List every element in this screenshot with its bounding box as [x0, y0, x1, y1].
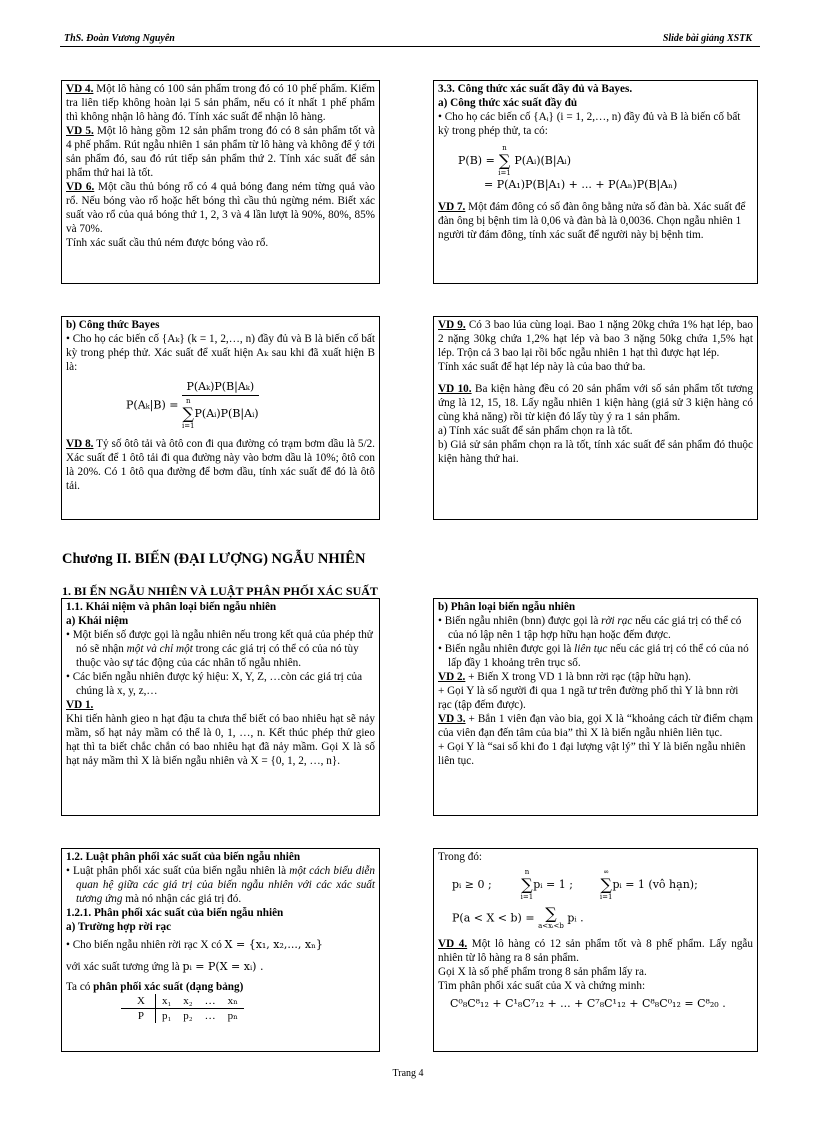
- where-interval: P(a < X < b) = ∑ a<xᵢ<b pᵢ .: [452, 904, 584, 930]
- law-line2: với xác suất tương ứng là: [66, 961, 180, 973]
- concept-bullet2: • Các biến ngẫu nhiên được ký hiệu: X, Y, Z, …còn các giá trị của chúng là x, y, z,…: [66, 671, 363, 697]
- law-line3: Ta có: [66, 981, 94, 993]
- header-author: ThS. Đoàn Vương Nguyên: [64, 33, 175, 44]
- concept-title: 1.1. Khái niệm và phân loại biến ngẫu nhiên: [66, 601, 277, 613]
- vd3-text2: + Gọi Y là “sai số khi đo 1 đại lượng vật lý” thì Y là biến ngẫu nhiên liên tục.: [438, 741, 746, 767]
- vd9-question: Tính xác suất để hạt lép này là của bao thứ ba.: [438, 361, 646, 373]
- bayes-denominator: P(Aᵢ)P(B|Aᵢ): [194, 407, 259, 420]
- table-cell: P: [121, 1009, 155, 1024]
- vd2-text: + Biến X trong VD 1 là bnn rời rạc (tập hữu hạn).: [465, 671, 691, 683]
- subsection-title: a) Công thức xác suất đầy đủ: [438, 97, 578, 109]
- where-conditions: pᵢ ≥ 0 ; n ∑ i=1 pᵢ = 1 ; ∞ ∑ i=1 pᵢ = 1 (vô hạn);: [452, 868, 698, 901]
- distribution-table: [121, 994, 244, 1023]
- vd9-text: Có 3 bao lúa cùng loại. Bao 1 nặng 20kg chứa 1% hạt lép, bao 2 nặng 30kg chứa 1,2% hạt lép và bao 3 nặng 50kg chứa 1,5% hạt lép. Trộn cả 3 bao lại rồi bốc ngẫu nhiên 1 hạt thì được hạt lép.: [438, 319, 753, 359]
- classify-bullet2-end: nếu các giá trị có thể có của nó lấp đầy 1 khoảng trên trục số.: [448, 643, 749, 669]
- bayes-numerator: P(Aₖ)P(B|Aₖ): [182, 380, 259, 396]
- concept-bullet1: • Một biến số được gọi là ngẫu nhiên nếu trong kết quả của phép thử nó sẽ nhận: [66, 629, 373, 655]
- table-cell: p₁: [161, 1010, 172, 1022]
- box-total-probability: [433, 80, 758, 284]
- header-divider: [60, 46, 760, 47]
- vd7-text: Một đám đông có số đàn ông bằng nửa số đàn bà. Xác suất để đàn ông bị bệnh tim là 0,06 và đàn bà là 0,0036. Chọn ngẫu nhiên 1 người từ đám đông, tính xác suất để người này bị bệnh tim.: [438, 201, 746, 241]
- combination-identity: C⁰₈C⁸₁₂ + C¹₈C⁷₁₂ + ... + C⁷₈C¹₁₂ + C⁸₈C⁰₁₂ = C⁸₂₀ .: [450, 997, 726, 1010]
- where-title: Trong đó:: [438, 851, 483, 863]
- vd4b-text: Một lô hàng có 12 sản phẩm tốt và 8 phế phẩm. Lấy ngẫu nhiên từ lô hàng ra 8 sản phẩm.: [438, 938, 753, 964]
- bayes-fraction: P(Aₖ)P(B|Aₖ) n ∑ i=1 P(Aᵢ)P(B|Aᵢ): [181, 380, 259, 430]
- box-classify: [433, 598, 758, 816]
- concept-bullet1-italic: một và chỉ một: [126, 643, 193, 655]
- vd1-text: Khi tiến hành gieo n hạt đậu ta chưa thể biết có bao nhiêu hạt sẽ nảy mầm, số hạt nảy mầm có thể là 0, 1, …, n. Kết thúc phép thử gieo hạt thì ta biết chắc chắn có bao nhiêu hạt đã nảy mầm. Gọi X là số hạt nảy mầm thì X là biến ngẫu nhiên và X = {0, 1, 2, …, n}.: [66, 713, 375, 767]
- vd10-part-a: a) Tính xác suất để sản phẩm chọn ra là tốt.: [438, 425, 633, 437]
- law-bullet: • Luật phân phối xác suất của biến ngẫu nhiên là: [66, 865, 290, 877]
- box-examples-9-10: [433, 316, 758, 520]
- table-cell: xₙ: [222, 994, 244, 1009]
- table-cell: pₙ: [227, 1010, 238, 1022]
- condition-sum-finite: pᵢ = 1 ;: [533, 878, 573, 891]
- formula-term: P(Aᵢ)(B|Aᵢ): [514, 154, 572, 167]
- bayes-title: b) Công thức Bayes: [66, 319, 160, 331]
- vd1-label: VD 1.: [66, 699, 94, 711]
- section-title: 3.3. Công thức xác suất đầy đủ và Bayes.: [438, 83, 633, 95]
- vd5-label: VD 5.: [66, 125, 94, 137]
- classify-bullet2: • Biến ngẫu nhiên được gọi là: [438, 643, 575, 655]
- vd2-text2: + Gọi Y là số người đi qua 1 ngã tư trên đường phố thì Y là bnn rời rạc (tập đếm được).: [438, 685, 739, 711]
- law-title: 1.2. Luật phân phối xác suất của biến ngẫu nhiên: [66, 851, 301, 863]
- law-bullet-italic: một cách biểu diễn quan hệ giữa các giá trị của biến ngẫu nhiên với các xác suất tương ứng: [76, 865, 375, 905]
- bayes-formula: [126, 380, 375, 431]
- box-examples-4-6: [61, 80, 380, 284]
- box-bayes: [61, 316, 380, 520]
- classify-bullet1-italic: rời rạc: [601, 615, 633, 627]
- vd4b-label: VD 4.: [438, 938, 468, 950]
- formula-expansion: = P(A₁)P(B|A₁) + ... + P(Aₙ)P(B|Aₙ): [484, 178, 678, 191]
- law-sub1: 1.2.1. Phân phối xác suất của biến ngẫu nhiên: [66, 907, 284, 919]
- box-distribution-law: [61, 848, 380, 1052]
- vd4-label: VD 4.: [66, 83, 94, 95]
- vd6-question: Tính xác suất cầu thủ ném được bóng vào rổ.: [66, 237, 269, 249]
- classify-title: b) Phân loại biến ngẫu nhiên: [438, 601, 576, 613]
- vd10-text: Ba kiện hàng đều có 20 sản phẩm với số sản phẩm tốt tương ứng là 12, 15, 18. Lấy ngẫu nhiên 1 kiện hàng (giả sử 3 kiện hàng có cùng khả năng) rồi từ kiện đó lấy tùy ý ra 1 sản phẩm.: [438, 383, 753, 423]
- table-cell: X: [121, 994, 155, 1009]
- vd4b-line3: Tìm phân phối xác suất của X và chứng minh:: [438, 980, 646, 992]
- vd3-label: VD 3.: [438, 713, 466, 725]
- vd5-text: Một lô hàng gồm 12 sản phẩm trong đó có 8 sản phẩm tốt và 4 phế phẩm. Rút ngẫu nhiên 1 sản phẩm từ lô hàng và không để ý tới sản phẩm đó, sau đó rút tiếp sản phẩm thứ 2. Tính xác suất để sản phẩm thứ hai là tốt.: [66, 125, 375, 179]
- law-prob: pᵢ = P(X = xᵢ) .: [182, 960, 264, 973]
- law-bullet-end: mà nó nhận các giá trị đó.: [122, 893, 242, 905]
- section-heading: 1. BI ẾN NGẪU NHIÊN VÀ LUẬT PHÂN PHỐI XÁC SUẤT: [62, 584, 378, 598]
- table-row: [121, 994, 244, 1009]
- bayes-lhs: P(Aₖ|B) =: [126, 398, 179, 412]
- classify-bullet2-italic: liên tục: [574, 643, 608, 655]
- table-row: [121, 1009, 244, 1024]
- vd2-label: VD 2.: [438, 671, 466, 683]
- law-set: X = {x₁, x₂,..., xₙ}: [224, 938, 323, 951]
- chapter-title: Chương II. BIẾN (ĐẠI LƯỢNG) NGẪU NHIÊN: [62, 551, 366, 567]
- law-line3-bold: phân phối xác suất (dạng bảng): [93, 981, 244, 993]
- vd6-label: VD 6.: [66, 181, 95, 193]
- vd8-text: Tỷ số ôtô tải và ôtô con đi qua đường có trạm bơm dầu là 5/2. Xác suất để 1 ôtô tải đi qua đường này vào bơm dầu là 10%; ôtô con là 20%. Có 1 ôtô qua đường để bơm dầu, tính xác suất để đó là ôtô tải.: [66, 438, 375, 492]
- law-line1: • Cho biến ngẫu nhiên rời rạc X có: [66, 939, 222, 951]
- box-where: [433, 848, 758, 1052]
- concept-sub: a) Khái niệm: [66, 615, 129, 627]
- total-prob-formula: [458, 144, 753, 192]
- concept-bullet1-end: trong các giá trị có thể có của nó tùy thuộc vào sự tác động của các nhân tố ngẫu nhiên.: [76, 643, 359, 669]
- vd8-label: VD 8.: [66, 438, 94, 450]
- bayes-text: • Cho họ các biến cố {Aₖ} (k = 1, 2,…, n) đầy đủ và B là biến cố bất kỳ trong phép thử. Xác suất để xuất hiện Aₖ sau khi đã xuất hiện B là:: [66, 333, 375, 373]
- table-cell: …: [204, 1010, 216, 1022]
- formula-lhs: P(B) =: [458, 154, 495, 167]
- law-sub2: a) Trường hợp rời rạc: [66, 921, 172, 933]
- interval-rhs: pᵢ .: [567, 911, 584, 925]
- vd6-text: Một cầu thủ bóng rổ có 4 quả bóng đang ném từng quả vào rổ. Nếu bóng vào rổ hoặc hết bóng thì cầu thủ ngừng ném. Biết xác suất vào rổ của quả bóng thứ 1, 2, 3 và 4 lần lượt là 90%, 80%, 85% và 70%.: [66, 181, 375, 235]
- condition-sum-infinite: pᵢ = 1 (vô hạn);: [612, 878, 698, 891]
- total-prob-text: • Cho họ các biến cố {Aᵢ} (i = 1, 2,…, n) đầy đủ và B là biến cố bất kỳ trong phép thử, ta có:: [438, 111, 741, 137]
- vd9-label: VD 9.: [438, 319, 466, 331]
- vd3-text: + Bắn 1 viên đạn vào bia, gọi X là “khoảng cách từ điểm chạm của viên đạn đến tâm của bia” thì X là biến ngẫu nhiên liên tục.: [438, 713, 753, 739]
- vd4b-line2: Gọi X là số phế phẩm trong 8 sản phẩm lấy ra.: [438, 966, 647, 978]
- sum-symbol: n ∑ i=1: [498, 144, 511, 177]
- box-concept: [61, 598, 380, 816]
- table-cell: …: [199, 994, 222, 1009]
- table-cell: p₂: [183, 1010, 193, 1022]
- classify-bullet1-end: nếu các giá trị có thể có của nó lập nên 1 tập hợp hữu hạn hoặc đếm được.: [448, 615, 742, 641]
- condition-nonneg: pᵢ ≥ 0 ;: [452, 878, 492, 891]
- vd7-label: VD 7.: [438, 201, 466, 213]
- table-cell: x₁: [155, 994, 177, 1009]
- page-number: Trang 4: [392, 1068, 424, 1079]
- vd4-text: Một lô hàng có 100 sản phẩm trong đó có 10 phế phẩm. Kiểm tra liên tiếp không hoàn lại 5 sản phẩm, nếu có ít nhất 1 phế phẩm thì không nhận lô hàng đó. Tính xác suất để nhận lô hàng.: [66, 83, 375, 123]
- header-title: Slide bài giảng XSTK: [662, 33, 752, 44]
- interval-lhs: P(a < X < b) =: [452, 911, 535, 925]
- classify-bullet1: • Biến ngẫu nhiên (bnn) được gọi là: [438, 615, 602, 627]
- vd10-part-b: b) Giả sử sản phẩm chọn ra là tốt, tính xác suất để sản phẩm đó thuộc kiện hàng thứ hai.: [438, 439, 753, 465]
- vd10-label: VD 10.: [438, 383, 472, 395]
- table-cell: x₂: [177, 994, 198, 1009]
